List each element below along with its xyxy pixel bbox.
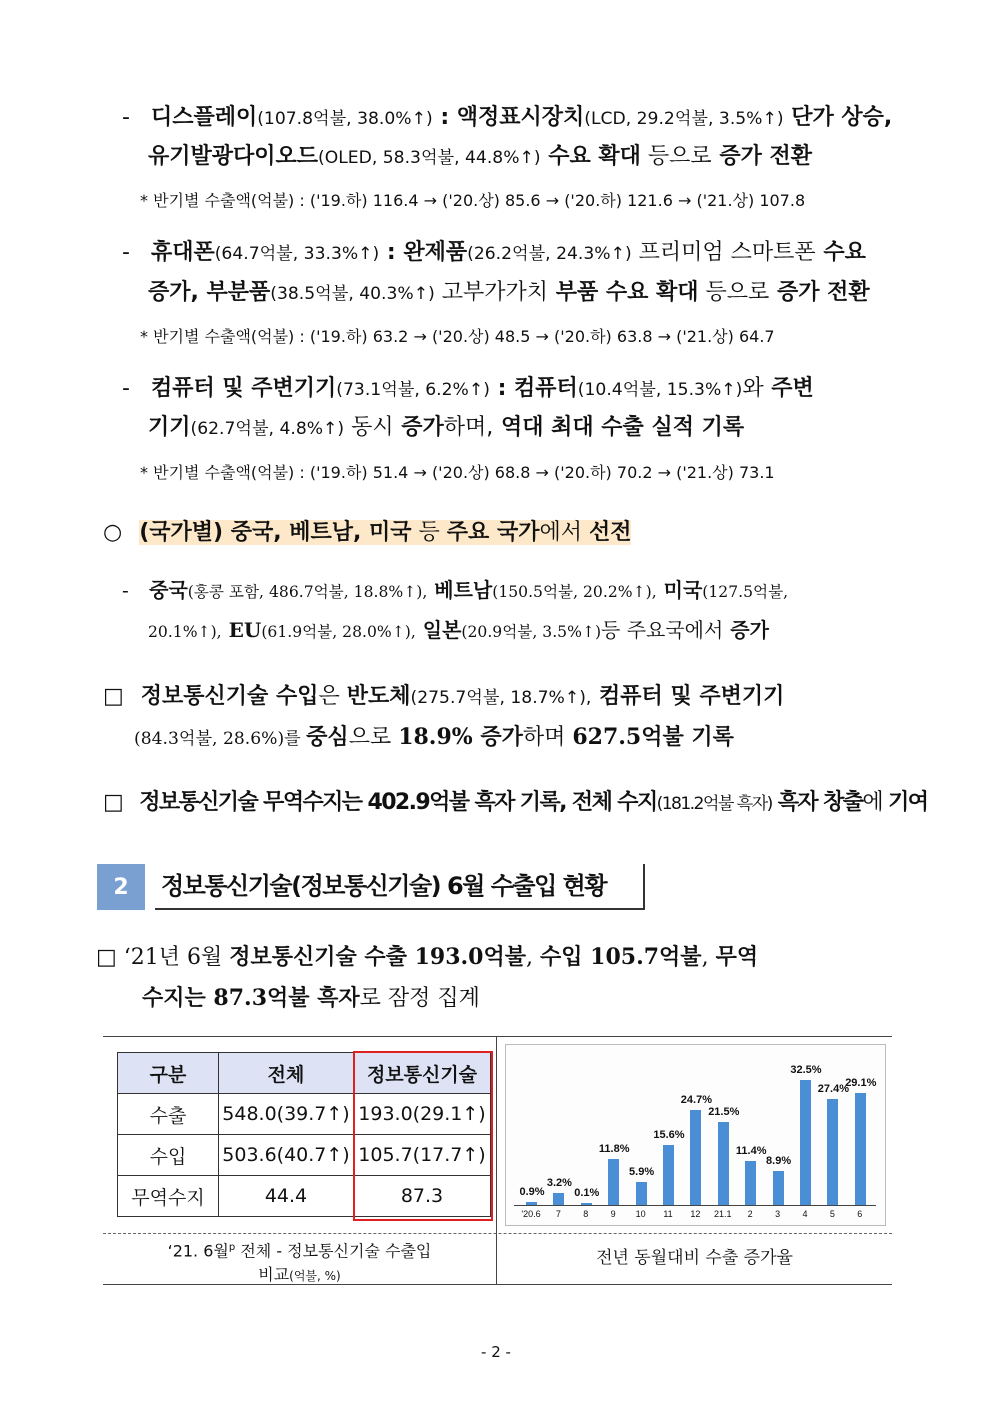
china-figure: (홍콩 포함, 486.7억불, 18.8%↑),	[187, 583, 428, 601]
chart-bar	[553, 1193, 564, 1205]
chart-bar	[526, 1202, 537, 1205]
connector: 하며	[522, 725, 573, 750]
dash: -	[122, 240, 130, 265]
caption-sup: p	[228, 1242, 236, 1253]
frame-top-rule	[103, 1036, 892, 1037]
eu: EU	[221, 618, 262, 642]
particle: 으로	[348, 725, 399, 750]
square-bullet-icon: □	[103, 790, 124, 815]
pc-label: 컴퓨터	[514, 376, 578, 401]
row-label: 수입	[118, 1135, 219, 1176]
eu-figure: (61.9억불, 28.0%↑),	[261, 623, 416, 641]
export-growth-chart	[505, 1044, 886, 1226]
chart-data-label: 0.1%	[574, 1187, 600, 1199]
tentative: 로 잠정 집계	[359, 986, 480, 1011]
chart-x-tick: 3	[775, 1209, 781, 1219]
chart-bar	[745, 1161, 756, 1205]
computer-line-2	[148, 413, 744, 444]
chart-x-tick: 5	[829, 1209, 835, 1219]
header-total: 전체	[219, 1053, 354, 1094]
row-label: 무역수지	[118, 1176, 219, 1217]
and: 와	[742, 376, 764, 401]
usa-figure-cont: 20.1%↑),	[148, 623, 222, 641]
chart-data-label: 21.5%	[708, 1106, 740, 1119]
chart-data-label: 29.1%	[845, 1076, 877, 1089]
display-line-1	[122, 103, 892, 134]
computer-line-1	[122, 374, 814, 405]
center: 중심	[306, 724, 349, 750]
comma: ,	[526, 945, 540, 970]
cell-ict: 87.3	[354, 1176, 491, 1217]
simultaneous: 동시	[344, 415, 394, 440]
colon: :	[489, 376, 515, 401]
chart-bar	[636, 1182, 647, 1205]
computer-note: * 반기별 수출액(억불) : ('19.하) 51.4 → ('20.상) 68.8 → ('20.하) 70.2 → ('21.상) 73.1	[140, 463, 775, 482]
devices-figure: (62.7억불, 4.8%↑)	[190, 419, 345, 439]
table-caption-line-2	[103, 1263, 496, 1288]
chart-bar	[690, 1110, 701, 1205]
computer-figure: (84.3억불, 28.6%)를	[134, 729, 307, 749]
major-countries-text: 등 주요국에서	[601, 618, 724, 642]
turn-increase: 증가 전환	[711, 144, 812, 169]
etc: 등	[411, 520, 447, 545]
demand: 수요	[815, 240, 866, 265]
pc-figure: (10.4억불, 15.3%↑)	[577, 380, 743, 400]
parts-label: 증가, 부분품	[148, 280, 271, 305]
country-highlight	[139, 520, 631, 545]
square-bullet-icon: □	[103, 684, 124, 709]
connector: 등으로	[640, 144, 712, 169]
mobile-note: * 반기별 수출액(억불) : ('19.하) 63.2 → ('20.상) 48.5 → ('20.하) 63.8 → ('21.상) 64.7	[140, 327, 775, 346]
chart-x-tick: 12	[690, 1209, 701, 1219]
ict-import: 정보통신기술 수입	[140, 684, 319, 709]
chart-x-tick: 7	[555, 1209, 561, 1219]
devices-label: 기기	[148, 415, 191, 440]
square-bullet-icon: □	[96, 945, 117, 970]
particle: 은	[318, 684, 347, 709]
caption-unit: (억불, %)	[289, 1269, 341, 1284]
chart-bar	[718, 1122, 729, 1205]
chart-caption: 전년 동월대비 수출 증가율	[596, 1248, 793, 1268]
summary-line-2	[142, 983, 480, 1014]
parts-demand: 부품 수요 확대	[548, 280, 699, 305]
chart-data-label: 27.4%	[817, 1083, 849, 1096]
balance-line	[103, 788, 927, 819]
header-ict: 정보통신기술	[354, 1053, 491, 1094]
usa-figure: (127.5억불,	[702, 583, 789, 601]
chart-bar	[800, 1080, 811, 1205]
section-number: 2	[97, 864, 145, 910]
oled-label: 유기발광다이오드	[148, 144, 319, 169]
chart-x-tick: 8	[583, 1209, 589, 1219]
in: 에서	[539, 520, 589, 545]
dash: -	[122, 376, 130, 401]
vietnam: 베트남	[427, 578, 493, 602]
connector: 등으로	[698, 280, 770, 305]
display-figure: (107.8억불, 38.0%↑)	[257, 109, 433, 129]
row-label: 수출	[118, 1094, 219, 1135]
cell-total: 44.4	[219, 1176, 354, 1217]
chart-x-tick: 11	[663, 1209, 673, 1219]
import-total: 수입 105.7억불	[540, 944, 702, 970]
chart-x-tick: 21.1	[714, 1209, 732, 1219]
chart-x-tick: 10	[635, 1209, 646, 1219]
chart-bar	[827, 1099, 838, 1205]
price-rise: 단가 상승,	[783, 105, 893, 130]
vietnam-figure: (150.5억불, 20.2%↑),	[492, 583, 657, 601]
balance-surplus: 수지는 87.3억불 흑자	[142, 985, 360, 1011]
record: 역대 최대 수출 실적 기록	[493, 415, 745, 440]
caption-comparison: 전체 - 정보통신기술 수출입	[235, 1241, 432, 1261]
chart-data-label: 11.4%	[735, 1145, 767, 1158]
increase-rate: 18.9% 증가	[398, 724, 523, 750]
trade: 무역	[715, 944, 759, 970]
chart-x-tick: 2	[747, 1209, 753, 1219]
circle-bullet-icon: ○	[103, 520, 123, 545]
section-title: 정보통신기술(정보통신기술) 6월 수출입 현황	[155, 864, 645, 910]
chart-x-tick: 4	[802, 1209, 808, 1219]
balance-text: 정보통신기술 무역수지는 402.9억불 흑자 기록, 전체 수지	[139, 790, 657, 815]
colon: :	[432, 105, 457, 130]
import-line-2	[134, 722, 734, 754]
japan-figure: (20.9억불, 3.5%↑)	[461, 623, 602, 641]
usa: 미국	[656, 578, 703, 602]
surplus-creation: 흑자 창출	[771, 790, 863, 815]
turn-increase: 증가 전환	[769, 280, 870, 305]
peripheral: 주변	[763, 376, 814, 401]
table-caption-line-1	[103, 1236, 496, 1263]
export-total: 정보통신기술 수출 193.0억불	[229, 944, 526, 970]
import-line-1	[103, 682, 784, 713]
dash: -	[122, 578, 129, 602]
cell-total: 503.6(40.7↑)	[219, 1135, 354, 1176]
chart-data-label: 5.9%	[629, 1166, 655, 1179]
particle: 에	[862, 790, 883, 815]
chart-x-tick: '20.6	[521, 1209, 541, 1219]
finished-figure: (26.2억불, 24.3%↑)	[467, 244, 632, 264]
countries: (국가별) 중국, 베트남, 미국	[139, 520, 412, 545]
premium-text: 프리미엄 스마트폰	[631, 240, 816, 265]
display-note: * 반기별 수출액(억불) : ('19.하) 116.4 → ('20.상) 85.6 → ('20.하) 121.6 → ('21.상) 107.8	[140, 191, 806, 210]
import-total: 627.5억불 기록	[572, 724, 734, 750]
mobile-line-1	[122, 238, 866, 269]
increase: 증가	[723, 618, 769, 642]
increase: 증가	[393, 415, 444, 440]
caption-month: ‘21. 6월	[167, 1241, 229, 1261]
caption-compare: 비교	[258, 1265, 290, 1285]
oled-figure: (OLED, 58.3억불, 44.8%↑)	[318, 148, 541, 168]
mobile-title: 휴대폰	[150, 240, 215, 265]
mobile-figure: (64.7억불, 33.3%↑)	[214, 244, 380, 264]
connector: 하며,	[443, 415, 494, 440]
country-line-1	[122, 576, 788, 606]
major-countries: 주요 국가	[446, 520, 540, 545]
semiconductor: 반도체	[346, 684, 411, 709]
chart-data-label: 32.5%	[790, 1063, 822, 1076]
chart-bar	[608, 1159, 619, 1205]
total-surplus: (181.2억불 흑자)	[656, 794, 772, 814]
lcd-label: 액정표시장치	[456, 105, 585, 130]
caption-dashed-rule	[103, 1233, 892, 1234]
country-line-2	[148, 616, 769, 646]
month: ‘21년 6월	[116, 945, 230, 970]
chart-baseline	[514, 1205, 876, 1206]
lcd-figure: (LCD, 29.2억불, 3.5%↑)	[584, 109, 784, 129]
parts-figure: (38.5억불, 40.3%↑)	[270, 284, 435, 304]
cell-ict: 193.0(29.1↑)	[354, 1094, 491, 1135]
computer-figure: (73.1억불, 6.2%↑)	[336, 380, 490, 400]
chart-x-tick: 6	[857, 1209, 863, 1219]
chart-data-label: 15.6%	[653, 1128, 685, 1141]
chart-bar	[773, 1171, 784, 1205]
demand-expand: 수요 확대	[540, 144, 641, 169]
dash: -	[122, 105, 130, 130]
computer-peripheral: 컴퓨터 및 주변기기	[591, 684, 785, 709]
semiconductor-figure: (275.7억불, 18.7%↑),	[410, 688, 592, 708]
china: 중국	[149, 578, 188, 602]
chart-bar	[663, 1145, 674, 1205]
display-title: 디스플레이	[150, 105, 258, 130]
summary-line-1	[96, 942, 758, 973]
chart-data-label: 11.8%	[598, 1143, 630, 1156]
japan: 일본	[415, 618, 462, 642]
mobile-line-2	[148, 278, 870, 309]
comma: ,	[701, 945, 716, 970]
header-category: 구분	[118, 1053, 219, 1094]
chart-data-label: 3.2%	[546, 1176, 572, 1189]
page-number: - 2 -	[481, 1343, 511, 1361]
country-headline	[103, 518, 631, 548]
display-line-2	[148, 142, 812, 173]
chart-bar	[855, 1093, 866, 1205]
ict-column-highlight	[353, 1051, 493, 1221]
chart-data-label: 24.7%	[680, 1093, 712, 1106]
high-value: 고부가가치	[434, 280, 549, 305]
chart-x-tick: 9	[610, 1209, 616, 1219]
good-performance: 선전	[588, 520, 632, 545]
chart-data-label: 8.9%	[766, 1154, 792, 1167]
chart-data-label: 0.9%	[519, 1185, 545, 1198]
finished-label: 완제품	[403, 240, 468, 265]
computer-title: 컴퓨터 및 주변기기	[150, 376, 337, 401]
cell-total: 548.0(39.7↑)	[219, 1094, 354, 1135]
chart-bar	[581, 1203, 592, 1205]
contribution: 기여	[882, 790, 928, 815]
table-caption	[103, 1236, 496, 1288]
cell-ict: 105.7(17.7↑)	[354, 1135, 491, 1176]
colon: :	[379, 240, 404, 265]
